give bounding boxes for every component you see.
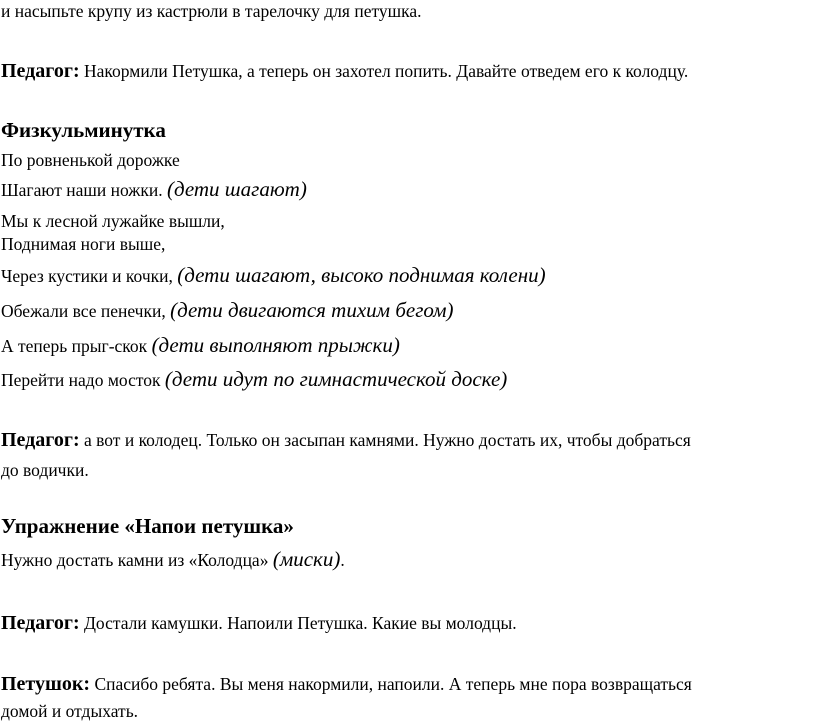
poem-line-6 [1,299,454,322]
teacher-paragraph-2-line-1 [1,429,691,451]
paragraph-text: Спасибо ребята. Вы меня накормили, напоили. А теперь мне пора возвращаться [90,674,692,694]
poem-text: Мы к лесной лужайке вышли, [1,211,225,231]
exercise-text: Нужно достать камни из «Колодца» [1,550,273,570]
rooster-paragraph-line-2 [1,700,138,722]
teacher-paragraph-1 [1,60,688,82]
stage-direction: (дети идут по гимнастической доске) [164,367,508,391]
poem-text: Поднимая ноги выше, [1,234,166,254]
rooster-paragraph-line-1 [1,673,692,695]
paragraph-text: домой и отдыхать. [1,701,139,721]
poem-line-1 [1,149,180,171]
paragraph-text: Достали камушки. Напоили Петушка. Какие вы молодцы. [79,613,517,633]
poem-line-7 [1,334,400,357]
exercise-heading: Упражнение «Напои петушка» [1,514,294,538]
poem-line-8 [1,368,507,391]
speaker-label: Петушок: [1,673,91,695]
speaker-label: Педагог: [1,429,80,451]
intro-text: и насыпьте крупу из кастрюли в тарелочку для петушка. [1,1,422,21]
fizminutka-heading: Физкульминутка [1,118,166,142]
poem-line-2 [1,178,307,201]
poem-text: Обежали все пенечки, [1,301,171,321]
poem-line-5 [1,264,546,287]
stage-direction: (миски) [272,547,341,571]
poem-text: А теперь прыг-скок [1,336,152,356]
stage-direction: (дети шагают, высоко поднимая колени) [177,263,546,287]
speaker-label: Педагог: [1,612,80,634]
poem-text: Перейти надо мосток [1,370,165,390]
exercise-text-end: . [340,550,345,570]
poem-text: По ровненькой дорожке [1,150,180,170]
poem-text: Через кустики и кочки, [1,266,178,286]
intro-line [1,0,422,22]
speaker-label: Педагог: [1,60,80,82]
stage-direction: (дети двигаются тихим бегом) [170,298,454,322]
exercise-text-line [1,548,345,571]
poem-text: Шагают наши ножки. [1,180,167,200]
paragraph-text: до водички. [1,460,89,480]
teacher-paragraph-2-line-2 [1,459,89,481]
poem-line-3 [1,210,225,232]
paragraph-text: Накормили Петушка, а теперь он захотел попить. Давайте отведем его к колодцу. [79,61,689,81]
poem-line-4 [1,233,165,255]
paragraph-text: а вот и колодец. Только он засыпан камнями. Нужно достать их, чтобы добраться [79,430,691,450]
stage-direction: (дети шагают) [166,177,307,201]
stage-direction: (дети выполняют прыжки) [151,333,400,357]
teacher-paragraph-3 [1,612,517,634]
